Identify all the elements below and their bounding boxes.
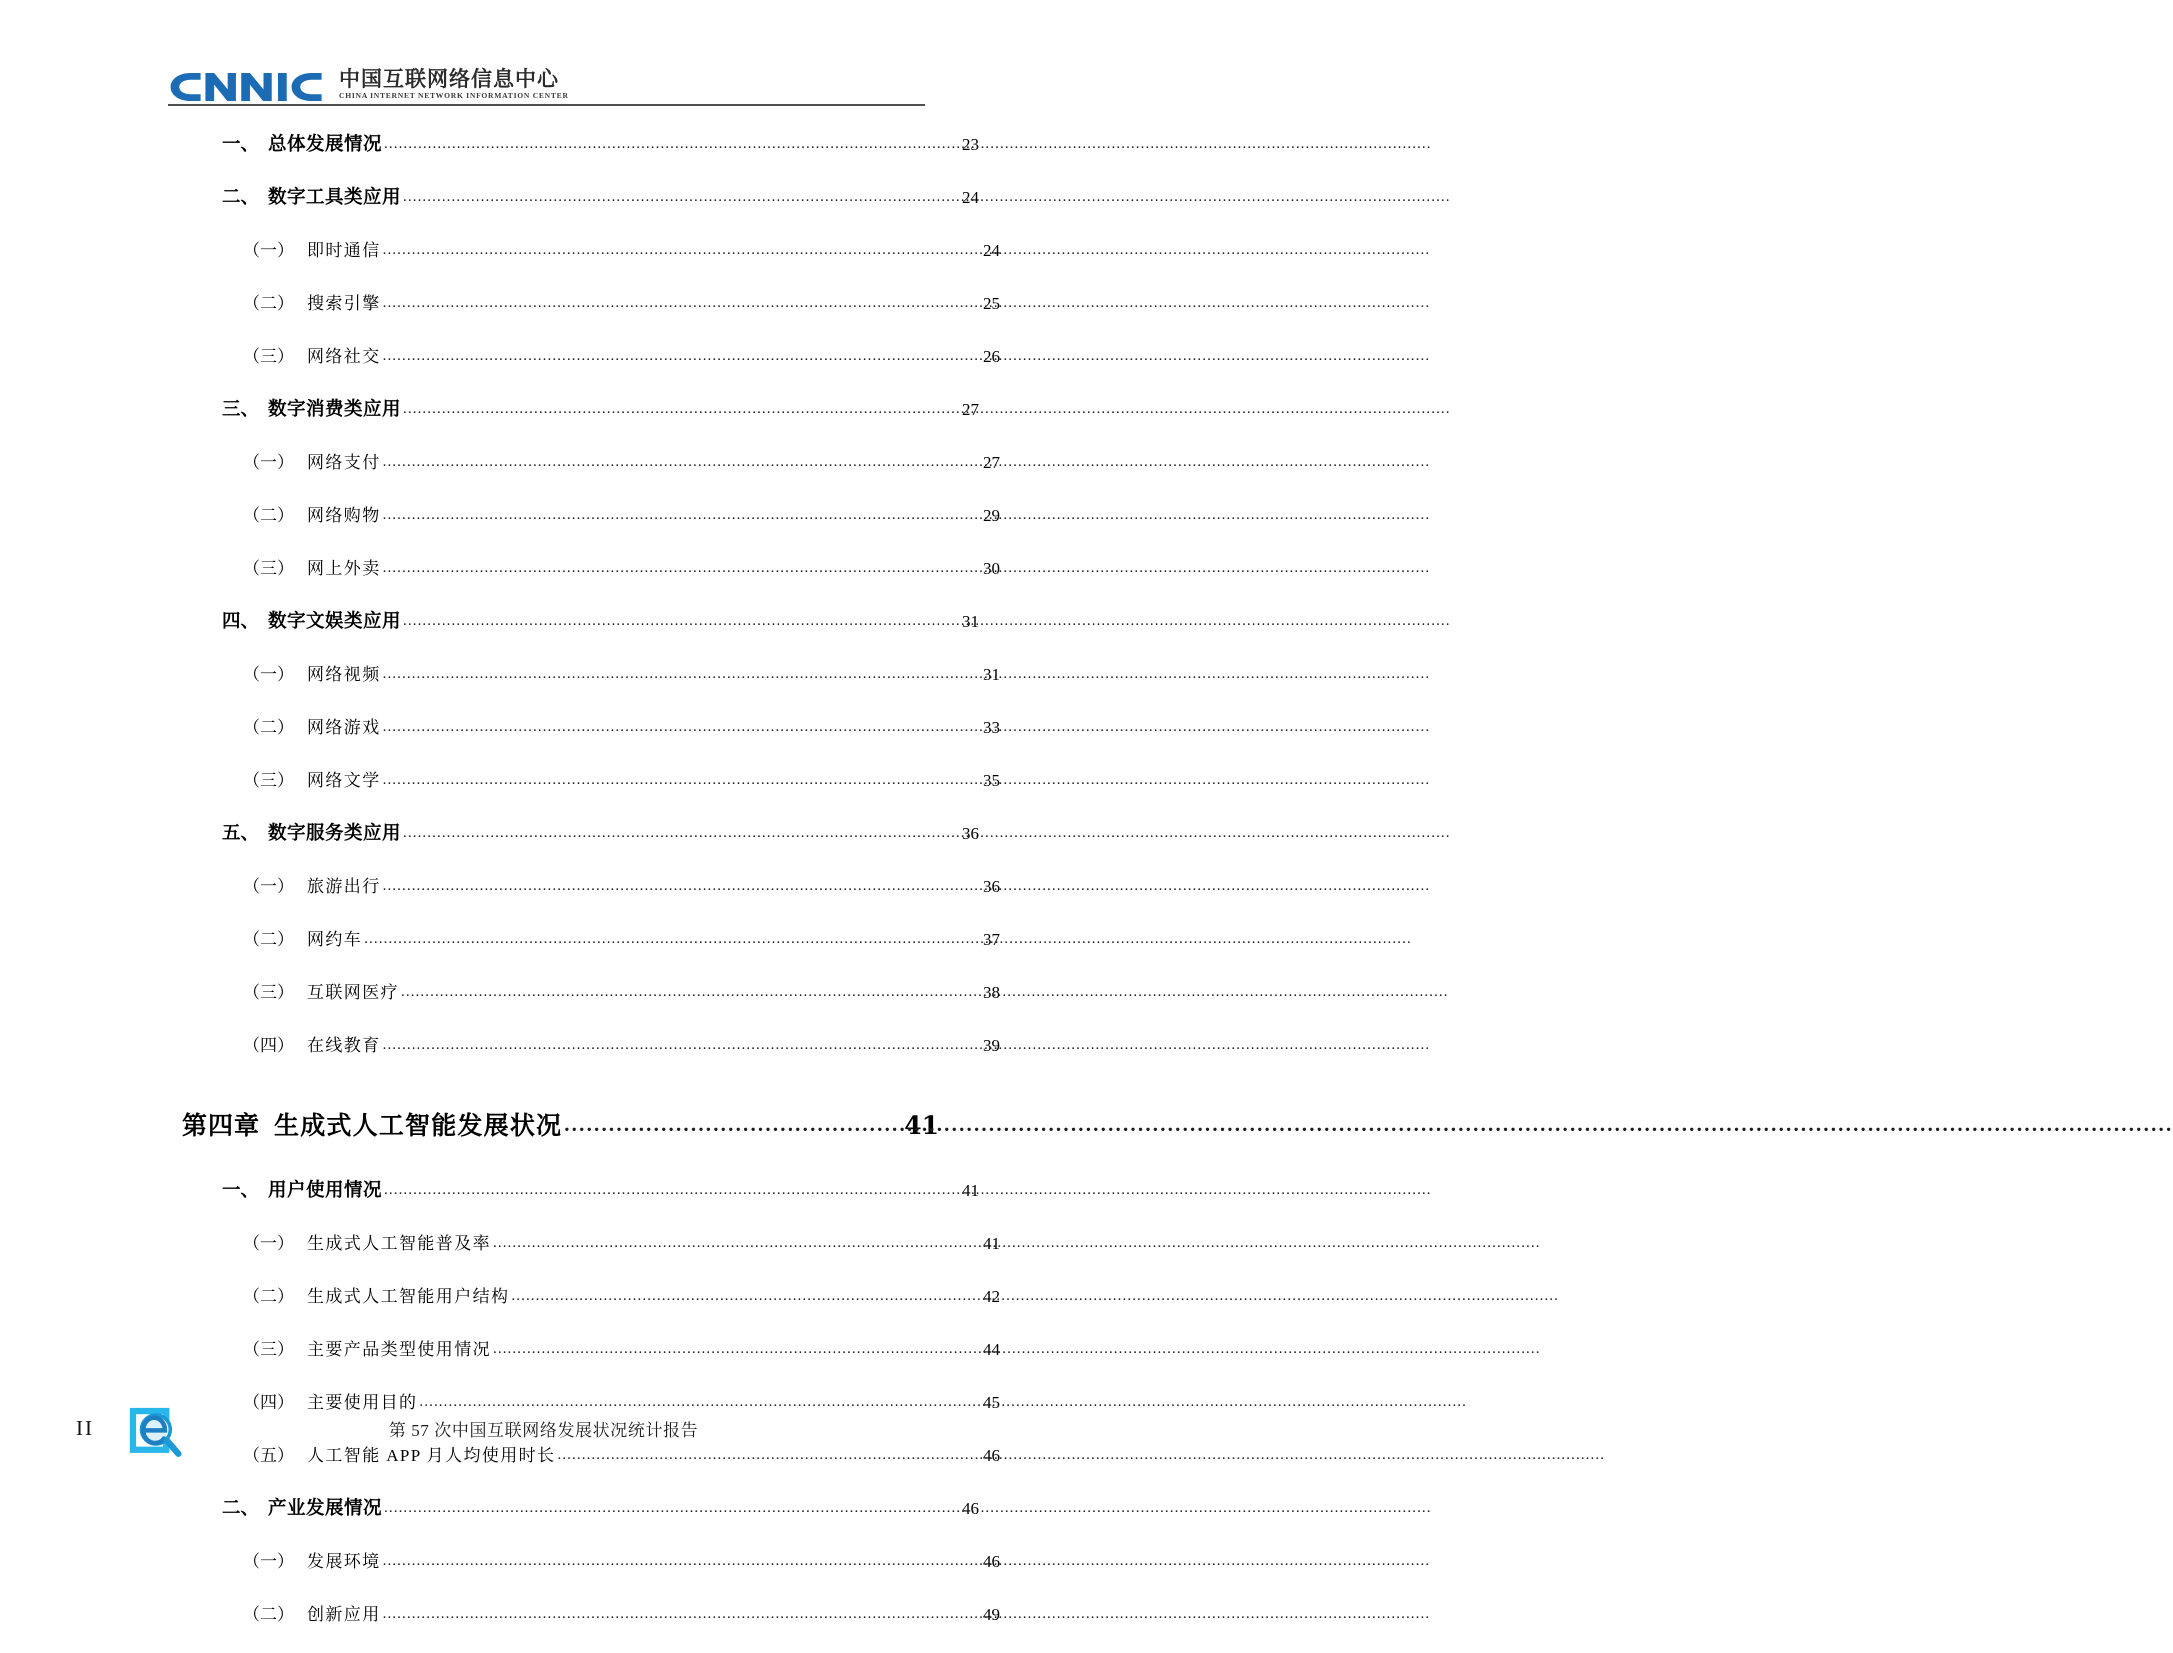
toc-entry[interactable] bbox=[168, 236, 1000, 289]
toc-leader-dots bbox=[383, 1036, 982, 1054]
toc-entry-title: 人工智能 APP 月人均使用时长 bbox=[307, 1446, 556, 1465]
toc-leader-dots bbox=[383, 1552, 982, 1570]
toc-entry-label bbox=[243, 1031, 381, 1056]
toc-entry-number: 二、 bbox=[222, 187, 260, 208]
toc-entry-title: 数字消费类应用 bbox=[268, 399, 402, 420]
toc-leader-dots bbox=[384, 135, 961, 153]
toc-entry-page-number: 27 bbox=[962, 400, 979, 419]
toc-leader-dots bbox=[384, 1499, 961, 1517]
toc-entry[interactable] bbox=[168, 501, 1000, 554]
toc-entry-title: 旅游出行 bbox=[307, 877, 381, 896]
toc-leader-dots bbox=[384, 1181, 961, 1199]
toc-entry-number: 第四章 bbox=[182, 1111, 261, 1140]
toc-entry-number: （二） bbox=[243, 294, 294, 313]
toc-entry-title: 互联网医疗 bbox=[307, 983, 399, 1002]
toc-entry-label bbox=[222, 819, 401, 845]
toc-entry[interactable] bbox=[168, 925, 1000, 978]
toc-entry-page-number: 41 bbox=[904, 1111, 939, 1140]
toc-entry-number: （三） bbox=[243, 771, 294, 790]
toc-entry-page-number: 45 bbox=[983, 1393, 1000, 1412]
toc-entry[interactable] bbox=[168, 1494, 979, 1547]
toc-leader-dots bbox=[383, 771, 982, 789]
toc-leader-dots bbox=[403, 188, 961, 206]
toc-entry-number: 一、 bbox=[222, 134, 260, 155]
toc-entry-title: 数字文娱类应用 bbox=[268, 611, 402, 632]
toc-entry-page-number: 26 bbox=[983, 347, 1000, 366]
toc-entry-title: 生成式人工智能发展状况 bbox=[274, 1111, 563, 1140]
toc-entry[interactable] bbox=[168, 660, 1000, 713]
toc-leader-dots bbox=[383, 347, 982, 365]
toc-entry-page-number: 46 bbox=[983, 1552, 1000, 1571]
toc-leader-dots bbox=[383, 877, 982, 895]
toc-entry-label bbox=[222, 607, 401, 633]
toc-entry-label bbox=[243, 925, 362, 950]
toc-entry[interactable] bbox=[168, 713, 1000, 766]
toc-leader-dots bbox=[403, 400, 961, 418]
toc-entry-label bbox=[243, 766, 381, 791]
toc-entry-page-number: 37 bbox=[983, 930, 1000, 949]
toc-entry-page-number: 33 bbox=[983, 718, 1000, 737]
toc-entry-page-number: 46 bbox=[962, 1499, 979, 1518]
toc-entry-title: 即时通信 bbox=[307, 241, 381, 260]
toc-entry-label bbox=[243, 1600, 381, 1625]
toc-entry-title: 网上外卖 bbox=[307, 559, 381, 578]
toc-entry-number: 一、 bbox=[222, 1180, 260, 1201]
page-footer bbox=[0, 1398, 1087, 1478]
toc-entry-number: 四、 bbox=[222, 611, 260, 632]
toc-entry[interactable] bbox=[168, 183, 979, 236]
toc-entry[interactable] bbox=[168, 554, 1000, 607]
toc-entry[interactable] bbox=[168, 1547, 1000, 1600]
toc-entry-number: （三） bbox=[243, 347, 294, 366]
toc-entry-page-number: 30 bbox=[983, 559, 1000, 578]
toc-entry-page-number: 41 bbox=[962, 1181, 979, 1200]
toc-entry-label bbox=[243, 1282, 509, 1307]
toc-entry-number: （二） bbox=[243, 930, 294, 949]
toc-entry-number: （一） bbox=[243, 1552, 294, 1571]
toc-entry[interactable] bbox=[168, 289, 1000, 342]
footer-page-number: II bbox=[76, 1416, 94, 1440]
cnnic-wordmark-icon bbox=[168, 72, 329, 102]
toc-entry-label bbox=[243, 713, 381, 738]
toc-entry-number: （一） bbox=[243, 1234, 294, 1253]
toc-entry-page-number: 44 bbox=[983, 1340, 1000, 1359]
toc-entry-title: 生成式人工智能用户结构 bbox=[307, 1287, 510, 1306]
toc-leader-dots bbox=[511, 1287, 982, 1305]
toc-entry-label bbox=[243, 1547, 381, 1572]
toc-entry-number: 二、 bbox=[222, 1498, 260, 1519]
toc-entry[interactable] bbox=[168, 978, 1000, 1031]
toc-entry-page-number: 31 bbox=[962, 612, 979, 631]
toc-entry[interactable] bbox=[168, 607, 979, 660]
toc-entry-page-number: 31 bbox=[983, 665, 1000, 684]
toc-entry-number: （四） bbox=[243, 1036, 294, 1055]
toc-entry-label bbox=[243, 236, 381, 261]
toc-entry-title: 数字工具类应用 bbox=[268, 187, 402, 208]
toc-leader-dots bbox=[401, 983, 982, 1001]
toc-leader-dots bbox=[383, 241, 982, 259]
toc-entry[interactable] bbox=[168, 1282, 1000, 1335]
header-divider bbox=[168, 104, 925, 106]
toc-entry-page-number: 36 bbox=[962, 824, 979, 843]
toc-entry-page-number: 36 bbox=[983, 877, 1000, 896]
toc-entry[interactable] bbox=[168, 395, 979, 448]
toc-entry-page-number: 38 bbox=[983, 983, 1000, 1002]
toc-entry-label bbox=[243, 448, 381, 473]
toc-entry-page-number: 25 bbox=[983, 294, 1000, 313]
page-header bbox=[168, 60, 925, 112]
toc-entry-title: 搜索引擎 bbox=[307, 294, 381, 313]
toc-entry-number: （一） bbox=[243, 453, 294, 472]
toc-entry[interactable] bbox=[168, 1176, 979, 1229]
toc-entry-label bbox=[243, 501, 381, 526]
toc-entry-label bbox=[243, 872, 381, 897]
toc-entry-title: 数字服务类应用 bbox=[268, 823, 402, 844]
toc-entry[interactable] bbox=[168, 872, 1000, 925]
toc-entry-page-number: 24 bbox=[983, 241, 1000, 260]
toc-leader-dots bbox=[493, 1234, 982, 1252]
toc-entry-label bbox=[243, 660, 381, 685]
toc-entry[interactable] bbox=[168, 1229, 1000, 1282]
toc-entry-page-number: 27 bbox=[983, 453, 1000, 472]
toc-entry-number: （三） bbox=[243, 1340, 294, 1359]
toc-entry-title: 在线教育 bbox=[307, 1036, 381, 1055]
document-page bbox=[0, 0, 1087, 1624]
toc-leader-dots bbox=[364, 930, 982, 948]
toc-entry-title: 发展环境 bbox=[307, 1552, 381, 1571]
toc-leader-dots bbox=[564, 1112, 903, 1137]
toc-entry-label bbox=[222, 395, 401, 421]
toc-entry-label bbox=[182, 1106, 562, 1142]
toc-entry-title: 网络文学 bbox=[307, 771, 381, 790]
footer-report-title: 第 57 次中国互联网络发展状况统计报告 bbox=[388, 1421, 699, 1440]
toc-entry-title: 主要使用目的 bbox=[307, 1393, 418, 1412]
toc-entry-title: 网络社交 bbox=[307, 347, 381, 366]
toc-leader-dots bbox=[383, 559, 982, 577]
toc-entry-number: （一） bbox=[243, 877, 294, 896]
toc-entry-number: （一） bbox=[243, 241, 294, 260]
toc-leader-dots bbox=[403, 824, 961, 842]
toc-entry-title: 总体发展情况 bbox=[268, 134, 383, 155]
toc-entry-label bbox=[243, 342, 381, 367]
toc-entry[interactable] bbox=[168, 130, 979, 183]
toc-entry[interactable] bbox=[168, 819, 979, 872]
toc-entry-number: （二） bbox=[243, 506, 294, 525]
toc-entry-page-number: 35 bbox=[983, 771, 1000, 790]
toc-entry-number: （二） bbox=[243, 718, 294, 737]
toc-entry-page-number: 23 bbox=[962, 135, 979, 154]
toc-entry-title: 用户使用情况 bbox=[268, 1180, 383, 1201]
toc-entry-number: （二） bbox=[243, 1287, 294, 1306]
toc-entry-label bbox=[243, 289, 381, 314]
toc-leader-dots bbox=[383, 506, 982, 524]
toc-entry[interactable] bbox=[168, 766, 1000, 819]
toc-entry-title: 主要产品类型使用情况 bbox=[307, 1340, 491, 1359]
toc-entry-number: 三、 bbox=[222, 399, 260, 420]
cnnic-chinese-name: 中国互联网络信息中心 bbox=[339, 66, 559, 92]
toc-entry[interactable] bbox=[168, 342, 1000, 395]
toc-entry-label bbox=[243, 1335, 491, 1360]
toc-leader-dots bbox=[383, 718, 982, 736]
toc-entry-title: 网络购物 bbox=[307, 506, 381, 525]
toc-entry-number: 五、 bbox=[222, 823, 260, 844]
toc-entry-title: 创新应用 bbox=[307, 1605, 381, 1624]
toc-entry-label bbox=[222, 183, 401, 209]
toc-entry-title: 网络视频 bbox=[307, 665, 381, 684]
toc-leader-dots bbox=[493, 1340, 982, 1358]
toc-leader-dots bbox=[383, 453, 982, 471]
toc-entry-title: 网络支付 bbox=[307, 453, 381, 472]
toc-entry-page-number: 39 bbox=[983, 1036, 1000, 1055]
toc-entry-number: （四） bbox=[243, 1393, 294, 1412]
toc-leader-dots bbox=[383, 665, 982, 683]
toc-entry-number: （三） bbox=[243, 983, 294, 1002]
toc-leader-dots bbox=[403, 612, 961, 630]
toc-entry[interactable] bbox=[168, 1335, 1000, 1388]
toc-entry-page-number: 41 bbox=[983, 1234, 1000, 1253]
toc-entry-number: （五） bbox=[243, 1446, 294, 1465]
toc-entry-page-number: 46 bbox=[983, 1446, 1000, 1465]
toc-entry[interactable] bbox=[168, 448, 1000, 501]
toc-entry-title: 网约车 bbox=[307, 930, 363, 949]
toc-entry-number: （三） bbox=[243, 559, 294, 578]
toc-chapter-entry[interactable] bbox=[168, 1106, 939, 1176]
toc-chapter-spacer bbox=[168, 1084, 925, 1106]
toc-entry-label bbox=[222, 1176, 382, 1202]
toc-entry-label bbox=[222, 130, 382, 156]
toc-entry-number: （二） bbox=[243, 1605, 294, 1624]
toc-leader-dots bbox=[383, 1605, 982, 1623]
toc-entry-page-number: 49 bbox=[983, 1605, 1000, 1624]
cnnic-logo bbox=[168, 60, 925, 102]
toc-entry-title: 产业发展情况 bbox=[268, 1498, 383, 1519]
toc-entry-label bbox=[243, 1229, 491, 1254]
cnnic-english-name: CHINA INTERNET NETWORK INFORMATION CENTER bbox=[339, 91, 569, 101]
toc-entry-title: 网络游戏 bbox=[307, 718, 381, 737]
toc-entry-page-number: 24 bbox=[962, 188, 979, 207]
cnnic-name-block bbox=[339, 68, 569, 102]
toc-entry-page-number: 42 bbox=[983, 1287, 1000, 1306]
toc-entry[interactable] bbox=[168, 1031, 1000, 1084]
toc-entry-page-number: 29 bbox=[983, 506, 1000, 525]
toc-entry-label bbox=[243, 978, 399, 1003]
toc-entry[interactable] bbox=[168, 1600, 1000, 1653]
toc-entry-number: （一） bbox=[243, 665, 294, 684]
toc-entry-label bbox=[243, 554, 381, 579]
toc-entry-title: 生成式人工智能普及率 bbox=[307, 1234, 491, 1253]
toc-leader-dots bbox=[383, 294, 982, 312]
toc-entry-label bbox=[222, 1494, 382, 1520]
